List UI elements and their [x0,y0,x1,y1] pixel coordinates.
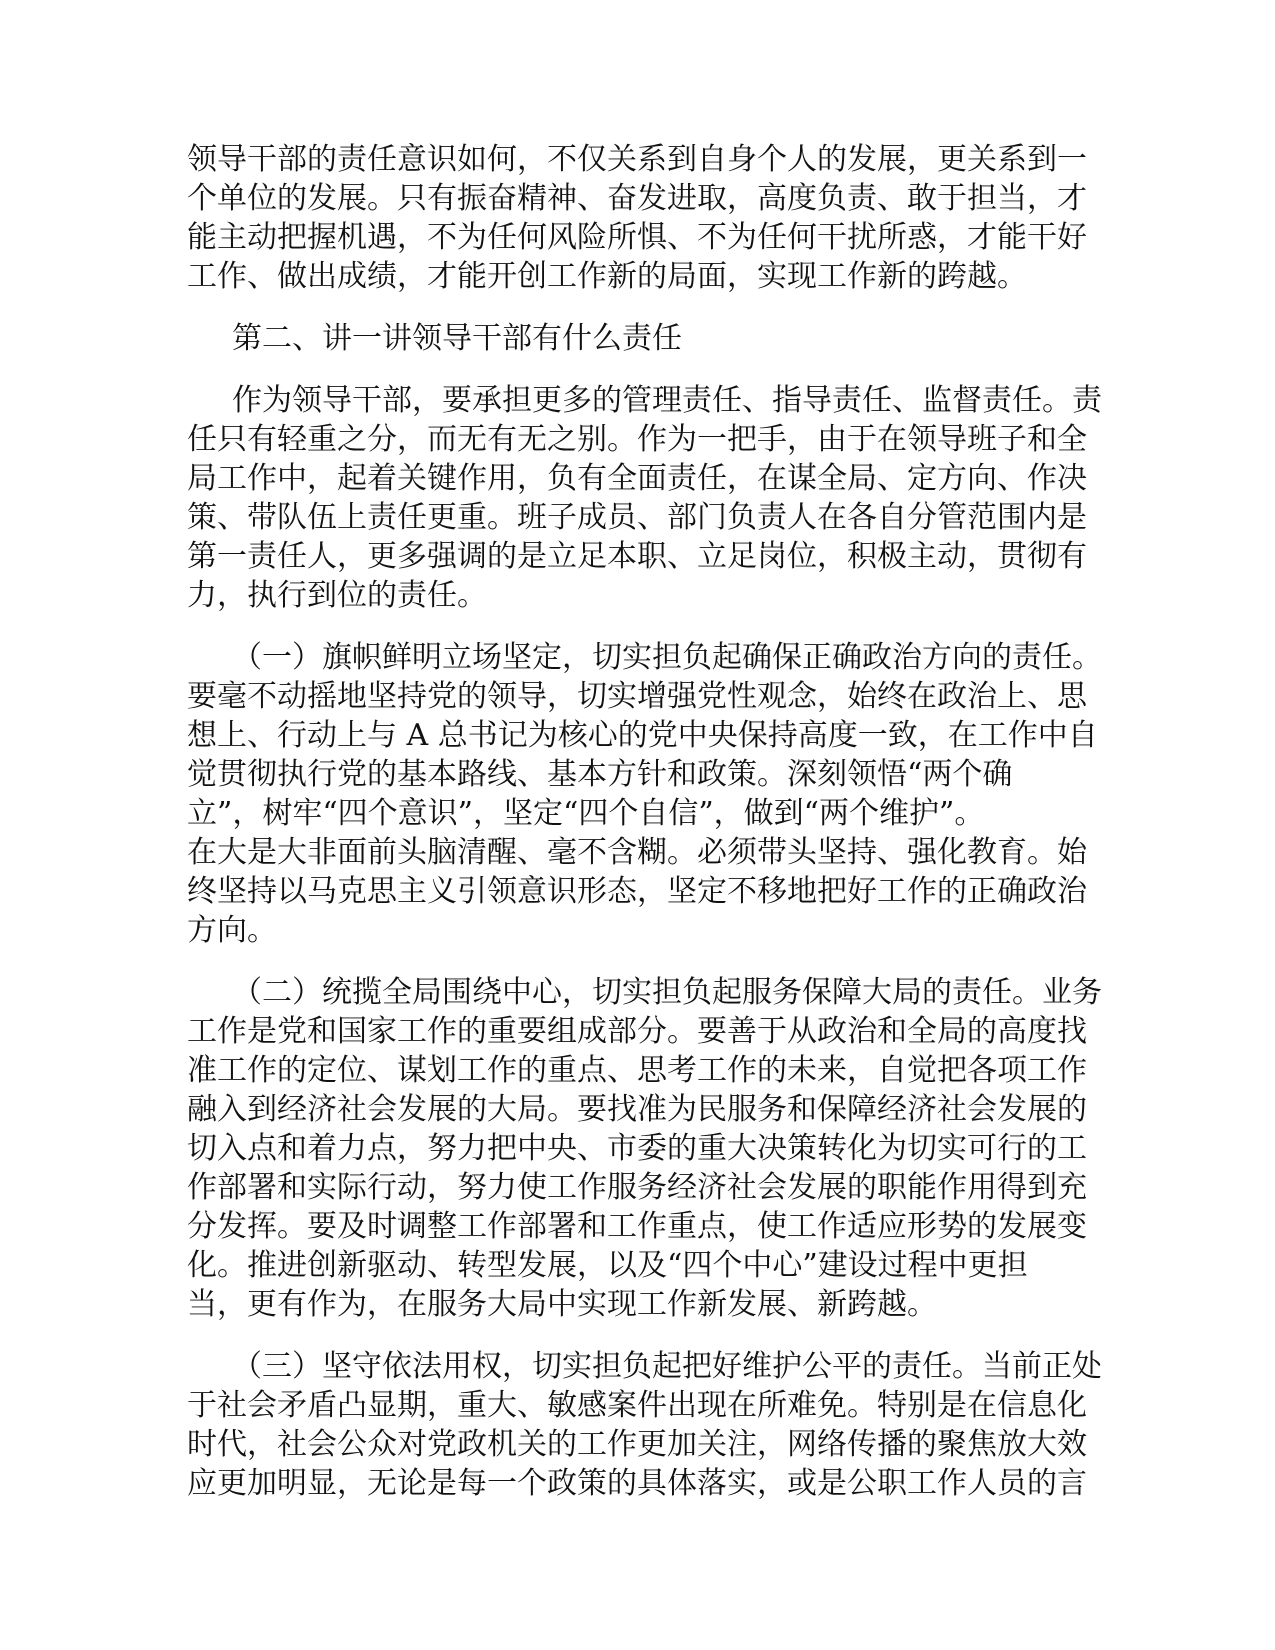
text-line: 策、带队伍上责任更重。班子成员、部门负责人在各自分管范围内是 [187,500,1087,535]
text-line: 个单位的发展。只有振奋精神、奋发进取，高度负责、敢于担当，才 [187,181,1087,216]
text-line: 作部署和实际行动，努力使工作服务经济社会发展的职能作用得到充 [187,1170,1087,1205]
paragraph-leader-duties [187,381,1102,615]
text-line: 要毫不动摇地坚持党的领导，切实增强党性观念，始终在政治上、思 [187,679,1087,714]
text-line: 领导干部的责任意识如何，不仅关系到自身个人的发展，更关系到一 [187,142,1087,177]
text-line: 能主动把握机遇，不为任何风险所惧、不为任何干扰所惑，才能干好 [187,220,1087,255]
heading-text: 第二、讲一讲领导干部有什么责任 [232,321,682,356]
paragraph-responsibility-awareness [187,140,1087,296]
text-line: 应更加明显，无论是每一个政策的具体落实，或是公职工作人员的言 [187,1466,1087,1501]
text-line: 终坚持以马克思主义引领意识形态，坚定不移地把好工作的正确政治 [187,874,1087,909]
text-line: 局工作中，起着关键作用，负有全面责任，在谋全局、定方向、作决 [187,461,1087,496]
text-line: 工作是党和国家工作的重要组成部分。要善于从政治和全局的高度找 [187,1014,1087,1049]
text-line: 第一责任人，更多强调的是立足本职、立足岗位，积极主动，贯彻有 [187,539,1087,574]
text-line: 切入点和着力点，努力把中央、市委的重大决策转化为切实可行的工 [187,1131,1087,1166]
text-line: 在大是大非面前头脑清醒、毫不含糊。必须带头坚持、强化教育。始 [187,835,1087,870]
text-line: （二）统揽全局围绕中心，切实担负起服务保障大局的责任。业务 [232,975,1102,1010]
text-line: 想上、行动上与 A 总书记为核心的党中央保持高度一致，在工作中自 [187,718,1098,753]
text-line: 准工作的定位、谋划工作的重点、思考工作的未来，自觉把各项工作 [187,1053,1087,1088]
text-line: 分发挥。要及时调整工作部署和工作重点，使工作适应形势的发展变 [187,1209,1087,1244]
document-body [187,140,1102,1526]
section-heading-second [187,319,1087,358]
text-line: 化。推进创新驱动、转型发展，以及“四个中心”建设过程中更担 [187,1248,1028,1283]
text-line: 融入到经济社会发展的大局。要找准为民服务和保障经济社会发展的 [187,1092,1087,1127]
text-line: 立”，树牢“四个意识”，坚定“四个自信”，做到“两个维护”。 [187,796,985,831]
paragraph-item-one [187,638,1102,950]
text-line: 任只有轻重之分，而无有无之别。作为一把手，由于在领导班子和全 [187,422,1087,457]
paragraph-item-two [187,973,1102,1324]
text-line: 时代，社会公众对党政机关的工作更加关注，网络传播的聚焦放大效 [187,1427,1087,1462]
text-line: （三）坚守依法用权，切实担负起把好维护公平的责任。当前正处 [232,1349,1102,1384]
text-line: 工作、做出成绩，才能开创工作新的局面，实现工作新的跨越。 [187,259,1027,294]
text-line: 力，执行到位的责任。 [187,578,487,613]
text-line: 作为领导干部，要承担更多的管理责任、指导责任、监督责任。责 [232,383,1102,418]
text-line: 方向。 [187,913,277,948]
text-line: 于社会矛盾凸显期，重大、敏感案件出现在所难免。特别是在信息化 [187,1388,1087,1423]
text-line: 当，更有作为，在服务大局中实现工作新发展、新跨越。 [187,1287,937,1322]
paragraph-item-three [187,1347,1102,1503]
text-line: （一）旗帜鲜明立场坚定，切实担负起确保正确政治方向的责任。 [232,640,1102,675]
text-line: 觉贯彻执行党的基本路线、基本方针和政策。深刻领悟“两个确 [187,757,1013,792]
